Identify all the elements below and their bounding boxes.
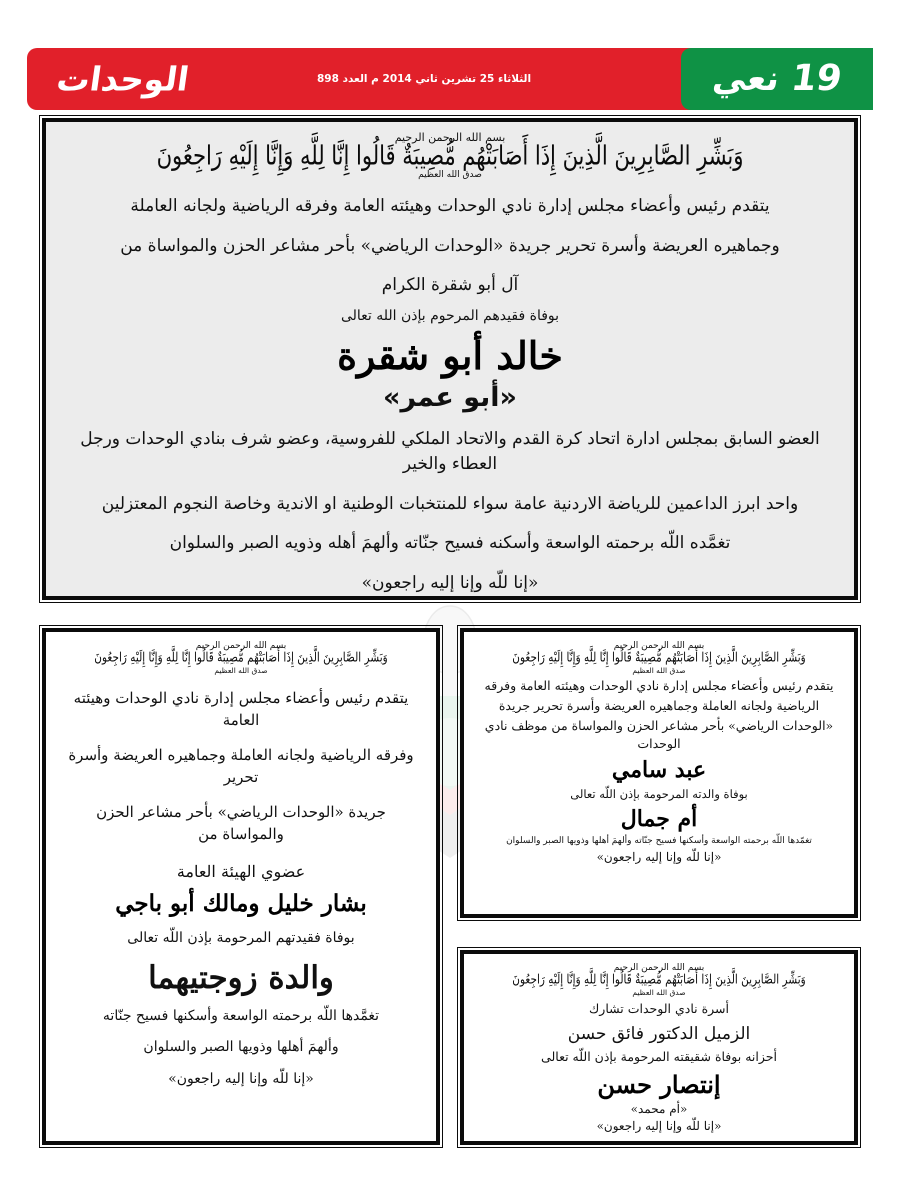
quran-verse-text: وَبَشِّرِ الصَّابِرِينَ الَّذِينَ إِذَا أَصَابَتْهُم مُّصِيبَةٌ قَالُوا إِنَّا لِلَّهِ وَإِنَّا إِلَيْهِ رَاجِعُونَ [94,650,388,666]
deceased-alias: «أبو عمر» [383,381,517,413]
intro-line: يتقدم رئيس وأعضاء مجلس إدارة نادي الوحدات وهيئته العامة وفرقه [484,677,834,693]
quran-verse-text: وَبَشِّرِ الصَّابِرِينَ الَّذِينَ إِذَا أَصَابَتْهُم مُّصِيبَةٌ قَالُوا إِنَّا لِلَّهِ وَإِنَّا إِلَيْهِ رَاجِعُونَ [512,972,806,988]
description-line: تغمَّدها اللّه برحمته الواسعة وأسكنها فسيح جنّاته [102,1007,380,1024]
description-line: تغمّدها اللّه برحمته الواسعة وأسكنها فسيح جنّاته وألهمَ أهلها وذويها الصبر والسلوان [506,836,812,847]
family-name: آل أبو شقرة الكرام [381,275,519,296]
deceased-name: والدة زوجتيهما [148,959,334,996]
masthead [27,48,873,110]
description-line: وألهمَ أهلها وذويها الصبر والسلوان [143,1038,339,1055]
quran-verse-block [478,964,840,997]
obituary-box-right-bottom [460,950,858,1145]
quran-verse-block [478,642,840,675]
verse-attribution: صدق الله العظيم [418,170,482,181]
intro-line: يتقدم رئيس وأعضاء مجلس إدارة نادي الوحدات وهيئته العامة [73,688,409,730]
intro-line: الرياضية ولجانه العاملة وجماهيره العريضة وأسرة تحرير جريدة [498,697,820,713]
intro-line: يتقدم رئيس وأعضاء مجلس إدارة نادي الوحدات وهيئته العامة وفرقه الرياضية ولجانه العاملة [130,196,770,217]
closing-prayer: «إنا للّه وإنا إليه راجعون» [361,572,539,593]
bereaved-names: بشار خليل ومالك أبو باجي [115,889,367,917]
issue-date-line: الثلاثاء 25 تشرين ثاني 2014 م العدد 898 [317,73,532,85]
obituary-box-right-top [460,628,858,918]
deceased-name: خالد أبو شقرة [337,333,563,379]
quran-verse-text: وَبَشِّرِ الصَّابِرِينَ الَّذِينَ إِذَا أَصَابَتْهُم مُّصِيبَةٌ قَالُوا إِنَّا لِلَّهِ وَإِنَّا إِلَيْهِ رَاجِعُونَ [512,650,806,666]
death-phrase: بوفاة فقيدتهم المرحومة بإذن اللّه تعالى [127,930,355,947]
description-line: العضو السابق بمجلس ادارة اتحاد كرة القدم والاتحاد الملكي للفروسية، وعضو شرف بنادي الوحدات ورجل العطاء والخير [80,428,820,475]
intro-line: جريدة «الوحدات الرياضي» بأحر مشاعر الحزن والمواساة من [96,802,386,844]
basmala-text: بسم الله الرحمن الرحيم [394,131,506,144]
intro-line: أسرة نادي الوحدات تشارك [589,1000,729,1016]
quran-verse-block [60,132,840,180]
section-badge [681,48,873,110]
description-line: واحد ابرز الداعمين للرياضة الاردنية عامة سواء للمنتخبات الوطنية او الاندية وخاصة النجوم المعتزلين [101,493,799,514]
newspaper-brand: الوحدات [54,59,192,99]
basmala-text: بسم الله الرحمن الرحيم [613,963,705,973]
bereaved-name: عبد سامي [611,757,707,784]
quran-verse-text: وَبَشِّرِ الصَّابِرِينَ الَّذِينَ إِذَا أَصَابَتْهُم مُّصِيبَةٌ قَالُوا إِنَّا لِلَّهِ وَإِنَّا إِلَيْهِ رَاجِعُونَ [156,140,744,171]
closing-prayer: «إنا للّه وإنا إليه راجعون» [596,1118,722,1133]
verse-attribution: صدق الله العظيم [214,666,268,676]
death-phrase: بوفاة فقيدهم المرحوم بإذن الله تعالى [340,307,560,324]
member-role: عضوي الهيئة العامة [176,861,306,881]
verse-attribution: صدق الله العظيم [632,666,686,676]
intro-line: وجماهيره العريضة وأسرة تحرير جريدة «الوحدات الرياضي» بأحر مشاعر الحزن والمواساة من [120,235,780,256]
verse-attribution: صدق الله العظيم [632,988,686,998]
obituary-box-main [42,118,858,600]
deceased-alias: «أم محمد» [630,1101,688,1116]
death-phrase: أحزانه بوفاة شقيقته المرحومة بإذن اللّه تعالى [541,1049,777,1065]
quran-verse-block [60,642,422,675]
closing-prayer: «إنا للّه وإنا إليه راجعون» [596,850,722,865]
death-phrase: بوفاة والدته المرحومة بإذن اللّه تعالى [570,786,748,801]
page-number: 19 [788,58,845,99]
description-line: تغمَّده اللّه برحمته الواسعة وأسكنه فسيح جنّاته وألهمَ أهله وذويه الصبر والسلوان [169,533,731,554]
bereaved-name: الزميل الدكتور فائق حسن [567,1024,751,1045]
basmala-text: بسم الله الرحمن الرحيم [195,641,287,651]
closing-prayer: «إنا للّه وإنا إليه راجعون» [168,1071,314,1088]
intro-line: وفرقه الرياضية ولجانه العاملة وجماهيره العريضة وأسرة تحرير [68,745,414,787]
basmala-text: بسم الله الرحمن الرحيم [613,641,705,651]
section-label: نعي [709,59,782,99]
deceased-name: إنتصار حسن [597,1069,721,1099]
obituary-box-left [42,628,440,1145]
intro-line: «الوحدات الرياضي» بأحر مشاعر الحزن والمواساة من موظف نادي الوحدات [484,717,834,751]
deceased-name: أم جمال [620,805,698,832]
